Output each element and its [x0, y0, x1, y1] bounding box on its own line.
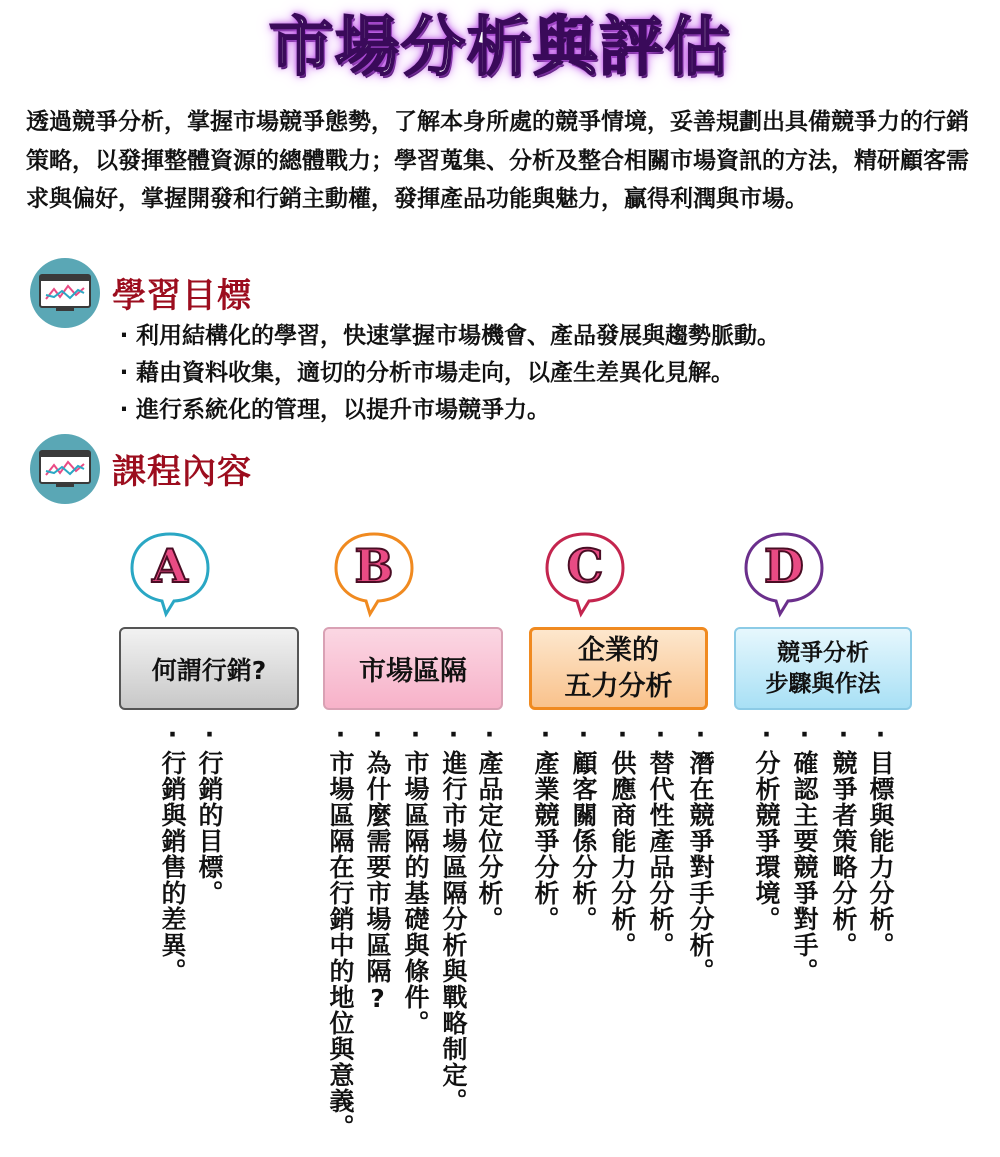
speech-bubble-icon — [541, 530, 629, 618]
module-d-item: ·目標與能力分析。 — [866, 720, 895, 958]
module-a-item: ·行銷與銷售的差異。 — [158, 720, 187, 984]
module-title-a: 何謂行銷? — [119, 627, 299, 710]
module-title-c: 企業的 五力分析 — [529, 627, 708, 710]
module-c-item: ·產業競爭分析。 — [531, 720, 560, 932]
module-b-item: ·市場區隔在行銷中的地位與意義。 — [326, 720, 355, 1140]
module-title-d: 競爭分析 步驟與作法 — [734, 627, 912, 710]
goals-list — [112, 318, 972, 429]
speech-bubble-icon — [740, 530, 828, 618]
module-d-item: ·分析競爭環境。 — [752, 720, 781, 932]
chart-monitor-icon — [30, 258, 100, 328]
list-item: · 藉由資料收集，適切的分析市場走向，以產生差異化見解。 — [119, 360, 734, 386]
page-title: 市場分析與評估 — [269, 11, 731, 85]
module-c-item: ·供應商能力分析。 — [608, 720, 637, 958]
badge-letter-c: C — [566, 539, 604, 593]
module-a-item: ·行銷的目標。 — [195, 720, 224, 906]
list-item: · 利用結構化的學習，快速掌握市場機會、產品發展與趨勢脈動。 — [119, 323, 780, 349]
speech-bubble-icon — [126, 530, 214, 618]
list-item: · 進行系統化的管理，以提升市場競爭力。 — [119, 397, 550, 423]
module-c-item: ·替代性產品分析。 — [646, 720, 675, 958]
module-b-item: ·市場區隔的基礎與條件。 — [401, 720, 430, 1036]
intro-paragraph: 透過競爭分析，掌握市場競爭態勢，了解本身所處的競爭情境，妥善規劃出具備競爭力的行銷策略，以發揮整體資源的總體戰力；學習蒐集、分析及整合相關市場資訊的方法，精研顧客需求與偏好，掌握開發和行銷主動權，發揮產品功能與魅力，贏得利潤與市場。 — [26, 109, 969, 212]
badge-letter-a: A — [152, 539, 188, 593]
module-b-item: ·為什麼需要市場區隔? — [363, 720, 392, 1014]
module-c-item: ·顧客關係分析。 — [569, 720, 598, 932]
module-d-item: ·確認主要競爭對手。 — [790, 720, 819, 984]
speech-bubble-icon — [330, 530, 418, 618]
section-title-goals: 學習目標 — [112, 276, 252, 316]
chart-monitor-icon — [30, 434, 100, 504]
module-title-b: 市場區隔 — [323, 627, 503, 710]
section-title-content: 課程內容 — [112, 452, 252, 492]
badge-letter-b: B — [354, 539, 394, 593]
badge-letter-d: D — [764, 539, 804, 593]
module-c-item: ·潛在競爭對手分析。 — [686, 720, 715, 984]
module-b-item: ·產品定位分析。 — [475, 720, 504, 932]
module-d-item: ·競爭者策略分析。 — [829, 720, 858, 958]
module-b-item: ·進行市場區隔分析與戰略制定。 — [439, 720, 468, 1114]
